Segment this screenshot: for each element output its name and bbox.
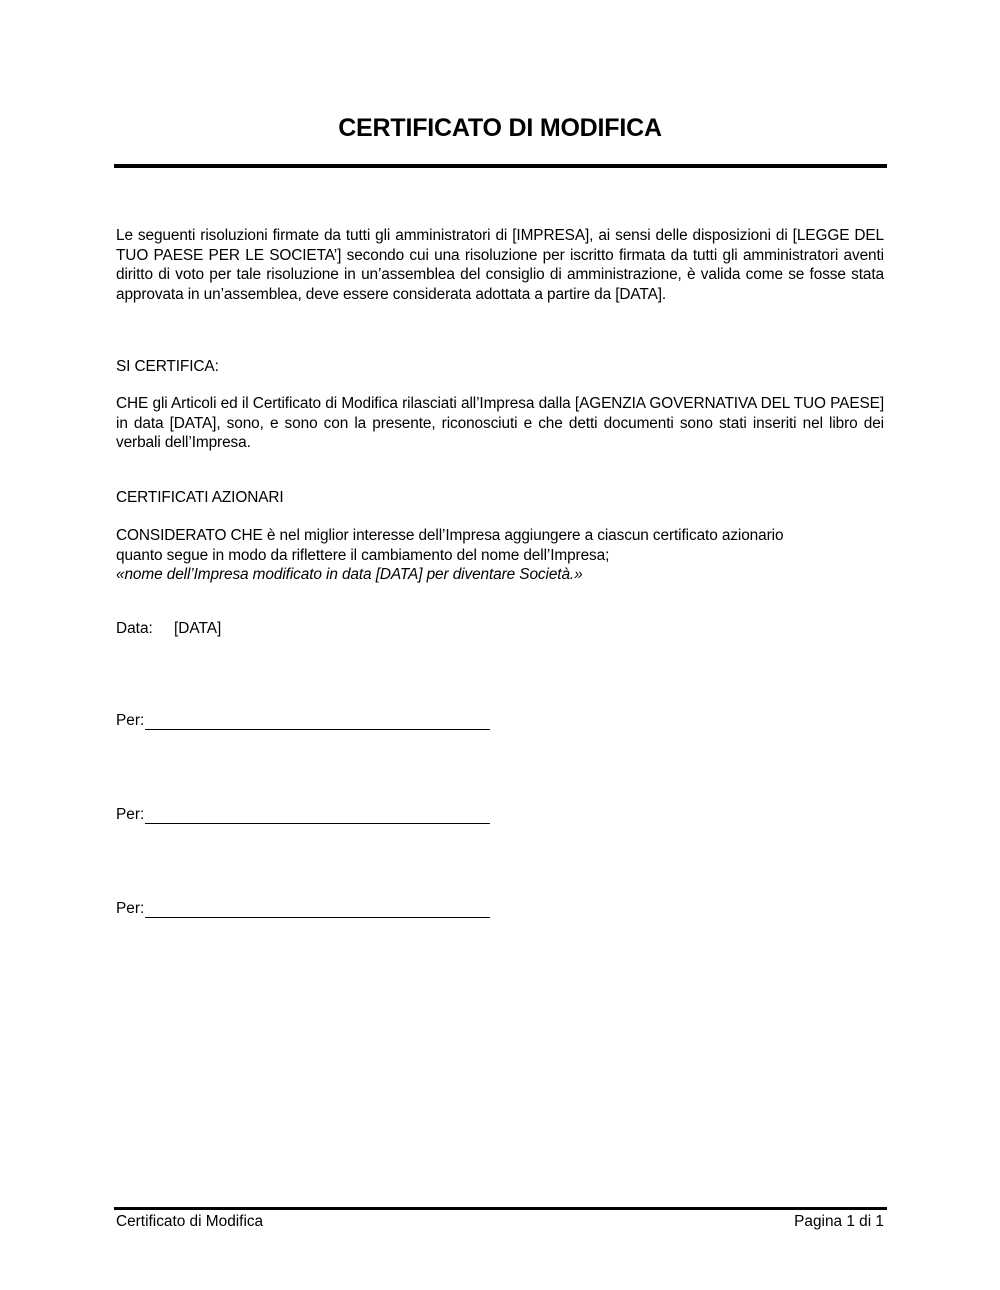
- signature-label: Per:: [116, 712, 145, 729]
- intro-paragraph: Le seguenti risoluzioni firmate da tutti gli amministratori di [IMPRESA], ai sensi delle disposizioni di [LEGGE DEL TUO PAESE PER LE SOCIETA’] secondo cui una risoluzione per iscritto firmata da tutti gli amministratori aventi diritto di voto per tale risoluzione in un’assemblea del consiglio di amministrazione, è valida come se fosse stata approvata in un’assemblea, deve essere considerata adottata a partire da [DATA].: [116, 227, 884, 303]
- footer-page-number: Pagina 1 di 1: [794, 1213, 884, 1230]
- document-title: CERTIFICATO DI MODIFICA: [338, 114, 662, 142]
- section-heading-si-certifica: SI CERTIFICA:: [116, 358, 219, 375]
- date-value[interactable]: [DATA]: [174, 620, 222, 637]
- signature-blank[interactable]: [145, 901, 490, 918]
- signature-line-3[interactable]: [116, 900, 490, 918]
- share-certificates-quote: «nome dell’Impresa modificato in data [DATA] per diventare Società.»: [116, 566, 583, 583]
- signature-label: Per:: [116, 806, 145, 823]
- share-certificates-line-1: CONSIDERATO CHE è nel miglior interesse dell’Impresa aggiungere a ciascun certificato azionario: [116, 527, 784, 544]
- date-label: Data:: [116, 620, 153, 637]
- title-divider: [114, 164, 887, 168]
- signature-label: Per:: [116, 900, 145, 917]
- signature-blank[interactable]: [145, 807, 490, 824]
- footer-document-name: Certificato di Modifica: [116, 1213, 264, 1230]
- footer-divider: [114, 1207, 887, 1210]
- signature-line-2[interactable]: [116, 806, 490, 824]
- signature-line-1[interactable]: [116, 712, 490, 730]
- certification-paragraph: CHE gli Articoli ed il Certificato di Modifica rilasciati all’Impresa dalla [AGENZIA GOVERNATIVA DEL TUO PAESE] in data [DATA], sono, e sono con la presente, riconosciuti e che detti documenti sono stati inseriti nel libro dei verbali dell’Impresa.: [116, 395, 884, 451]
- share-certificates-line-2: quanto segue in modo da riflettere il cambiamento del nome dell’Impresa;: [116, 546, 610, 564]
- page-footer: [116, 1213, 884, 1231]
- signature-blank[interactable]: [145, 713, 490, 730]
- share-certificates-paragraph: [116, 526, 884, 585]
- date-row: [116, 620, 221, 638]
- section-heading-certificati-azionari: CERTIFICATI AZIONARI: [116, 489, 284, 506]
